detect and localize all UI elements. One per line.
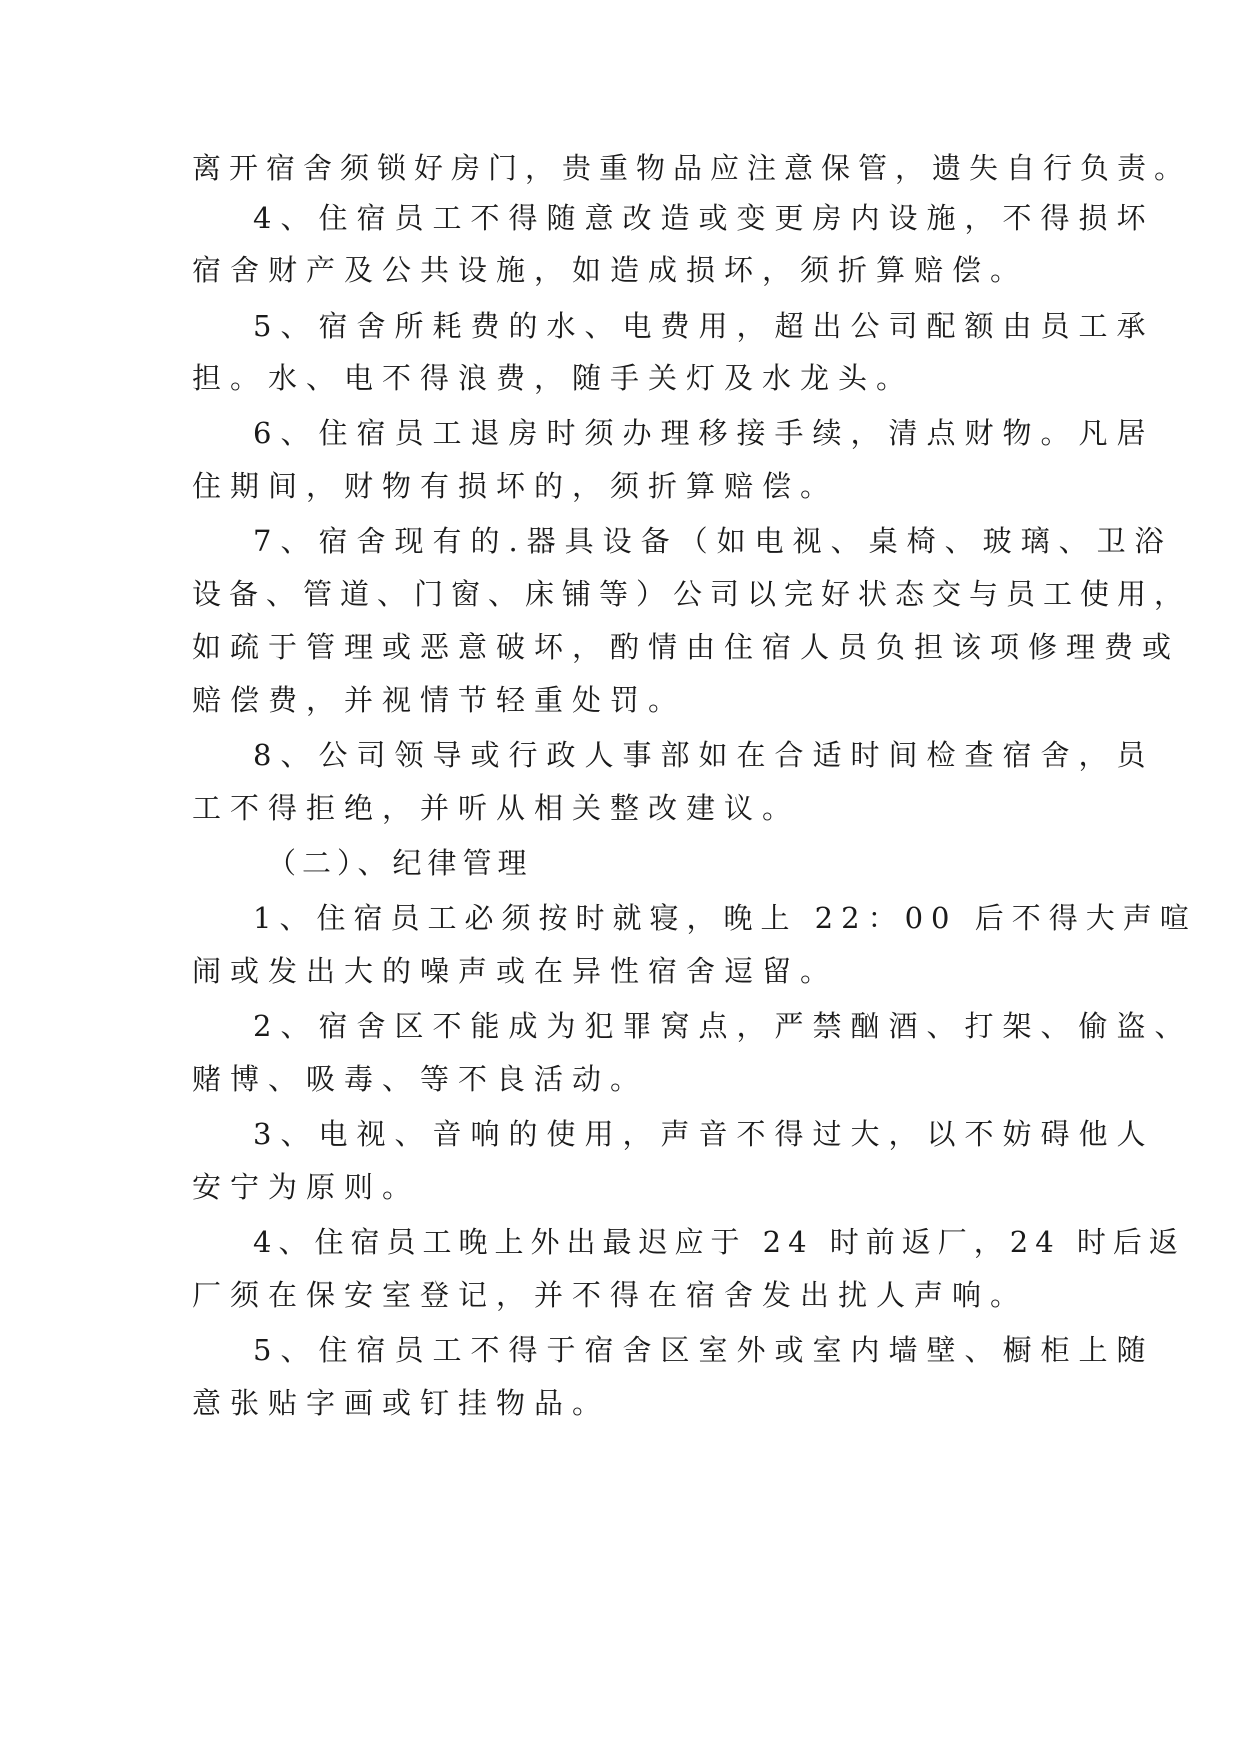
text-line: 如疏于管理或恶意破坏，酌情由住宿人员负担该项修理费或 xyxy=(192,630,1181,664)
text-line: 6、住宿员工退房时须办理移接手续，清点财物。凡居 xyxy=(253,416,1155,450)
text-line: 安宁为原则。 xyxy=(192,1170,421,1204)
text-line: 5、宿舍所耗费的水、电费用，超出公司配额由员工承 xyxy=(253,309,1155,343)
text-line: 住期间，财物有损坏的，须折算赔偿。 xyxy=(192,469,839,503)
text-line: 8、公司领导或行政人事部如在合适时间检查宿舍，员 xyxy=(253,738,1155,772)
text-line: 工不得拒绝，并听从相关整改建议。 xyxy=(192,791,801,825)
text-line: 5、住宿员工不得于宿舍区室外或室内墙壁、橱柜上随 xyxy=(253,1333,1155,1367)
text-line: 离开宿舍须锁好房门，贵重物品应注意保管，遗失自行负责。 xyxy=(192,151,1192,185)
text-line: 2、宿舍区不能成为犯罪窝点，严禁酗酒、打架、偷盗、 xyxy=(253,1009,1193,1043)
text-line: 担。水、电不得浪费，随手关灯及水龙头。 xyxy=(192,361,915,395)
text-line: 意张贴字画或钉挂物品。 xyxy=(192,1386,611,1420)
text-line: 设备、管道、门窗、床铺等）公司以完好状态交与员工使用， xyxy=(192,577,1192,611)
text-line: 宿舍财产及公共设施，如造成损坏，须折算赔偿。 xyxy=(192,253,1029,287)
text-line: 厂须在保安室登记，并不得在宿舍发出扰人声响。 xyxy=(192,1278,1029,1312)
text-line: 7、宿舍现有的.器具设备（如电视、桌椅、玻璃、卫浴 xyxy=(253,524,1173,558)
text-line: 4、住宿员工晚上外出最迟应于 24 时前返厂，24 时后返 xyxy=(253,1225,1185,1259)
section-heading: （二）、纪律管理 xyxy=(267,846,533,880)
text-line: 4、住宿员工不得随意改造或变更房内设施，不得损坏 xyxy=(253,201,1155,235)
text-line: 赔偿费，并视情节轻重处罚。 xyxy=(192,683,687,717)
text-line: 闹或发出大的噪声或在异性宿舍逗留。 xyxy=(192,954,839,988)
text-line: 3、电视、音响的使用，声音不得过大，以不妨碍他人 xyxy=(253,1117,1155,1151)
text-line: 赌博、吸毒、等不良活动。 xyxy=(192,1062,649,1096)
text-line: 1、住宿员工必须按时就寝，晚上 22：00 后不得大声喧 xyxy=(253,901,1197,935)
